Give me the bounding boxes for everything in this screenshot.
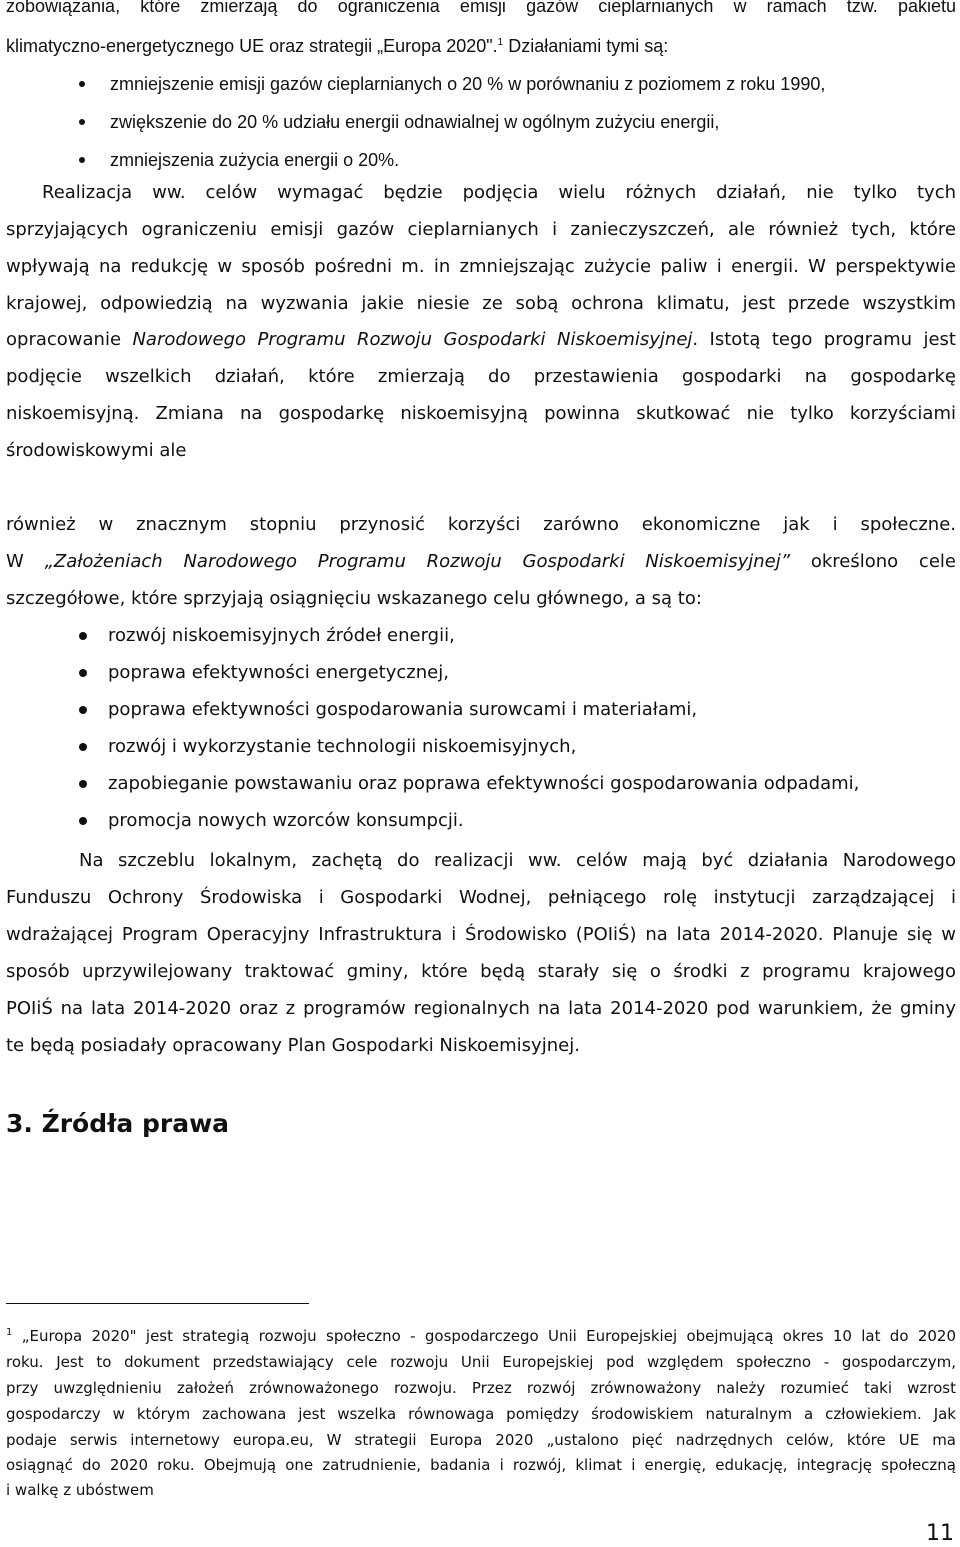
bullet-dot-icon bbox=[79, 119, 85, 125]
para1-line-5 bbox=[6, 328, 956, 352]
para3-line-6: te będą posiadały opracowany Plan Gospodarki Niskoemisyjnej. bbox=[6, 1035, 580, 1056]
footnote-line-3: przy uwzględnieniu założeń zrównoważonego rozwoju. Przez rozwój zrównoważony należy rozumieć taki wzrost bbox=[6, 1379, 956, 1397]
footnote-line-1-text: „Europa 2020" jest strategią rozwoju społeczno - gospodarczego Unii Europejskiej obejmującą okres 10 lat do 2020 bbox=[21, 1327, 956, 1345]
bullet-dot-icon bbox=[79, 81, 85, 87]
para1-line-8: środowiskowymi ale bbox=[6, 440, 187, 461]
para1-line-4: krajowej, odpowiedzią na wyzwania jakie niesie ze sobą ochrona klimatu, jest przede wszystkim bbox=[6, 293, 956, 314]
footnote-line-2: roku. Jest to dokument przedstawiający cele rozwoju Unii Europejskiej pod względem społeczno - gospodarczym, bbox=[6, 1353, 956, 1371]
bullet-b-3: poprawa efektywności gospodarowania surowcami i materiałami, bbox=[108, 699, 698, 720]
footnote-line-1 bbox=[6, 1326, 956, 1346]
footnote-line-6: osiągnąć do 2020 roku. Obejmują one zatrudnienie, badania i rozwój, klimat i energię, edukację, integrację społeczną bbox=[6, 1456, 956, 1474]
bullet-dot-icon bbox=[79, 632, 87, 640]
para1-line-2: sprzyjających ograniczeniu emisji gazów cieplarnianych i zanieczyszczeń, ale również tych, które bbox=[6, 219, 956, 240]
footnote-line-5: podaje serwis internetowy europa.eu, W strategii Europa 2020 „ustalono pięć nadrzędnych celów, które UE ma bbox=[6, 1431, 956, 1449]
para1-line-6: podjęcie wszelkich działań, które zmierzają do przestawienia gospodarki na gospodarkę bbox=[6, 366, 956, 387]
footnote-number: 1 bbox=[6, 1327, 13, 1338]
para2-line-1: również w znacznym stopniu przynosić korzyści zarówno ekonomiczne jak i społeczne. bbox=[6, 514, 956, 535]
intro-line-1 bbox=[6, 0, 956, 18]
intro-line-2 bbox=[6, 34, 956, 58]
intro-line-2a: klimatyczno-energetycznego UE oraz strategii „Europa 2020". bbox=[6, 36, 498, 56]
para3-line-1: Na szczeblu lokalnym, zachętą do realizacji ww. celów mają być działania Narodowego bbox=[79, 850, 956, 871]
bullet-b-6: promocja nowych wzorców konsumpcji. bbox=[108, 810, 464, 831]
footnote-line-4: gospodarczy w którym zachowana jest wszelka równowaga pomiędzy środowiskiem naturalnym a człowiekiem. Jak bbox=[6, 1405, 956, 1423]
para3-line-3: wdrażającej Program Operacyjny Infrastruktura i Środowisko (POIiŚ) na lata 2014-2020. Planuje się w bbox=[6, 924, 956, 945]
para2-line-2 bbox=[6, 550, 956, 574]
section-heading: 3. Źródła prawa bbox=[6, 1109, 230, 1138]
bullet-a-3: zmniejszenia zużycia energii o 20%. bbox=[110, 150, 400, 170]
assumptions-title-italic: „Założeniach Narodowego Programu Rozwoju Gospodarki Niskoemisyjnej” bbox=[44, 551, 791, 572]
footnote-reference: 1 bbox=[497, 37, 504, 48]
para3-line-5: POIiŚ na lata 2014-2020 oraz z programów regionalnych na lata 2014-2020 pod warunkiem, że gminy bbox=[6, 998, 956, 1019]
page-number: 11 bbox=[926, 1521, 954, 1546]
para1-line-7: niskoemisyjną. Zmiana na gospodarkę niskoemisyjną powinna skutkować nie tylko korzyściami bbox=[6, 403, 956, 424]
para1-line-5b: . Istotą tego programu jest bbox=[692, 329, 956, 350]
bullet-dot-icon bbox=[79, 157, 85, 163]
para2-line-3: szczegółowe, które sprzyjają osiągnięciu wskazanego celu głównego, a są to: bbox=[6, 588, 702, 609]
para1-line-1: Realizacja ww. celów wymagać będzie podjęcia wielu różnych działań, nie tylko tych bbox=[42, 182, 956, 203]
bullet-b-5: zapobieganie powstawaniu oraz poprawa efektywności gospodarowania odpadami, bbox=[108, 773, 860, 794]
para2-line-2a: W bbox=[6, 551, 45, 572]
bullet-b-2: poprawa efektywności energetycznej, bbox=[108, 662, 449, 683]
bullet-b-4: rozwój i wykorzystanie technologii niskoemisyjnych, bbox=[108, 736, 577, 757]
para1-line-5a: opracowanie bbox=[6, 329, 133, 350]
para1-line-3: wpływają na redukcję w sposób pośredni m. in zmniejszając zużycie paliw i energii. W perspektywie bbox=[6, 256, 956, 277]
bullet-dot-icon bbox=[79, 780, 87, 788]
program-title-italic: Narodowego Programu Rozwoju Gospodarki Niskoemisyjnej bbox=[132, 329, 693, 350]
bullet-dot-icon bbox=[79, 817, 87, 825]
bullet-b-1: rozwój niskoemisyjnych źródeł energii, bbox=[108, 625, 455, 646]
bullet-dot-icon bbox=[79, 743, 87, 751]
bullet-dot-icon bbox=[79, 706, 87, 714]
footnote-line-7: i walkę z ubóstwem bbox=[6, 1481, 154, 1499]
para2-line-2b: określono cele bbox=[790, 551, 956, 572]
intro-line-1-text: zobowiązania, które zmierzają do ograniczenia emisji gazów cieplarnianych w ramach tzw. pakietu bbox=[6, 0, 956, 16]
para3-line-4: sposób uprzywilejowany traktować gminy, które będą starały się o środki z programu krajowego bbox=[6, 961, 956, 982]
bullet-a-2: zwiększenie do 20 % udziału energii odnawialnej w ogólnym zużyciu energii, bbox=[110, 112, 720, 132]
bullet-dot-icon bbox=[79, 669, 87, 677]
para3-line-2: Funduszu Ochrony Środowiska i Gospodarki Wodnej, pełniącego rolę instytucji zarządzającej i bbox=[6, 887, 956, 908]
bullet-a-1: zmniejszenie emisji gazów cieplarnianych o 20 % w porównaniu z poziomem z roku 1990, bbox=[110, 74, 826, 94]
footnote-separator bbox=[6, 1303, 309, 1304]
intro-line-2b: Działaniami tymi są: bbox=[503, 36, 669, 56]
